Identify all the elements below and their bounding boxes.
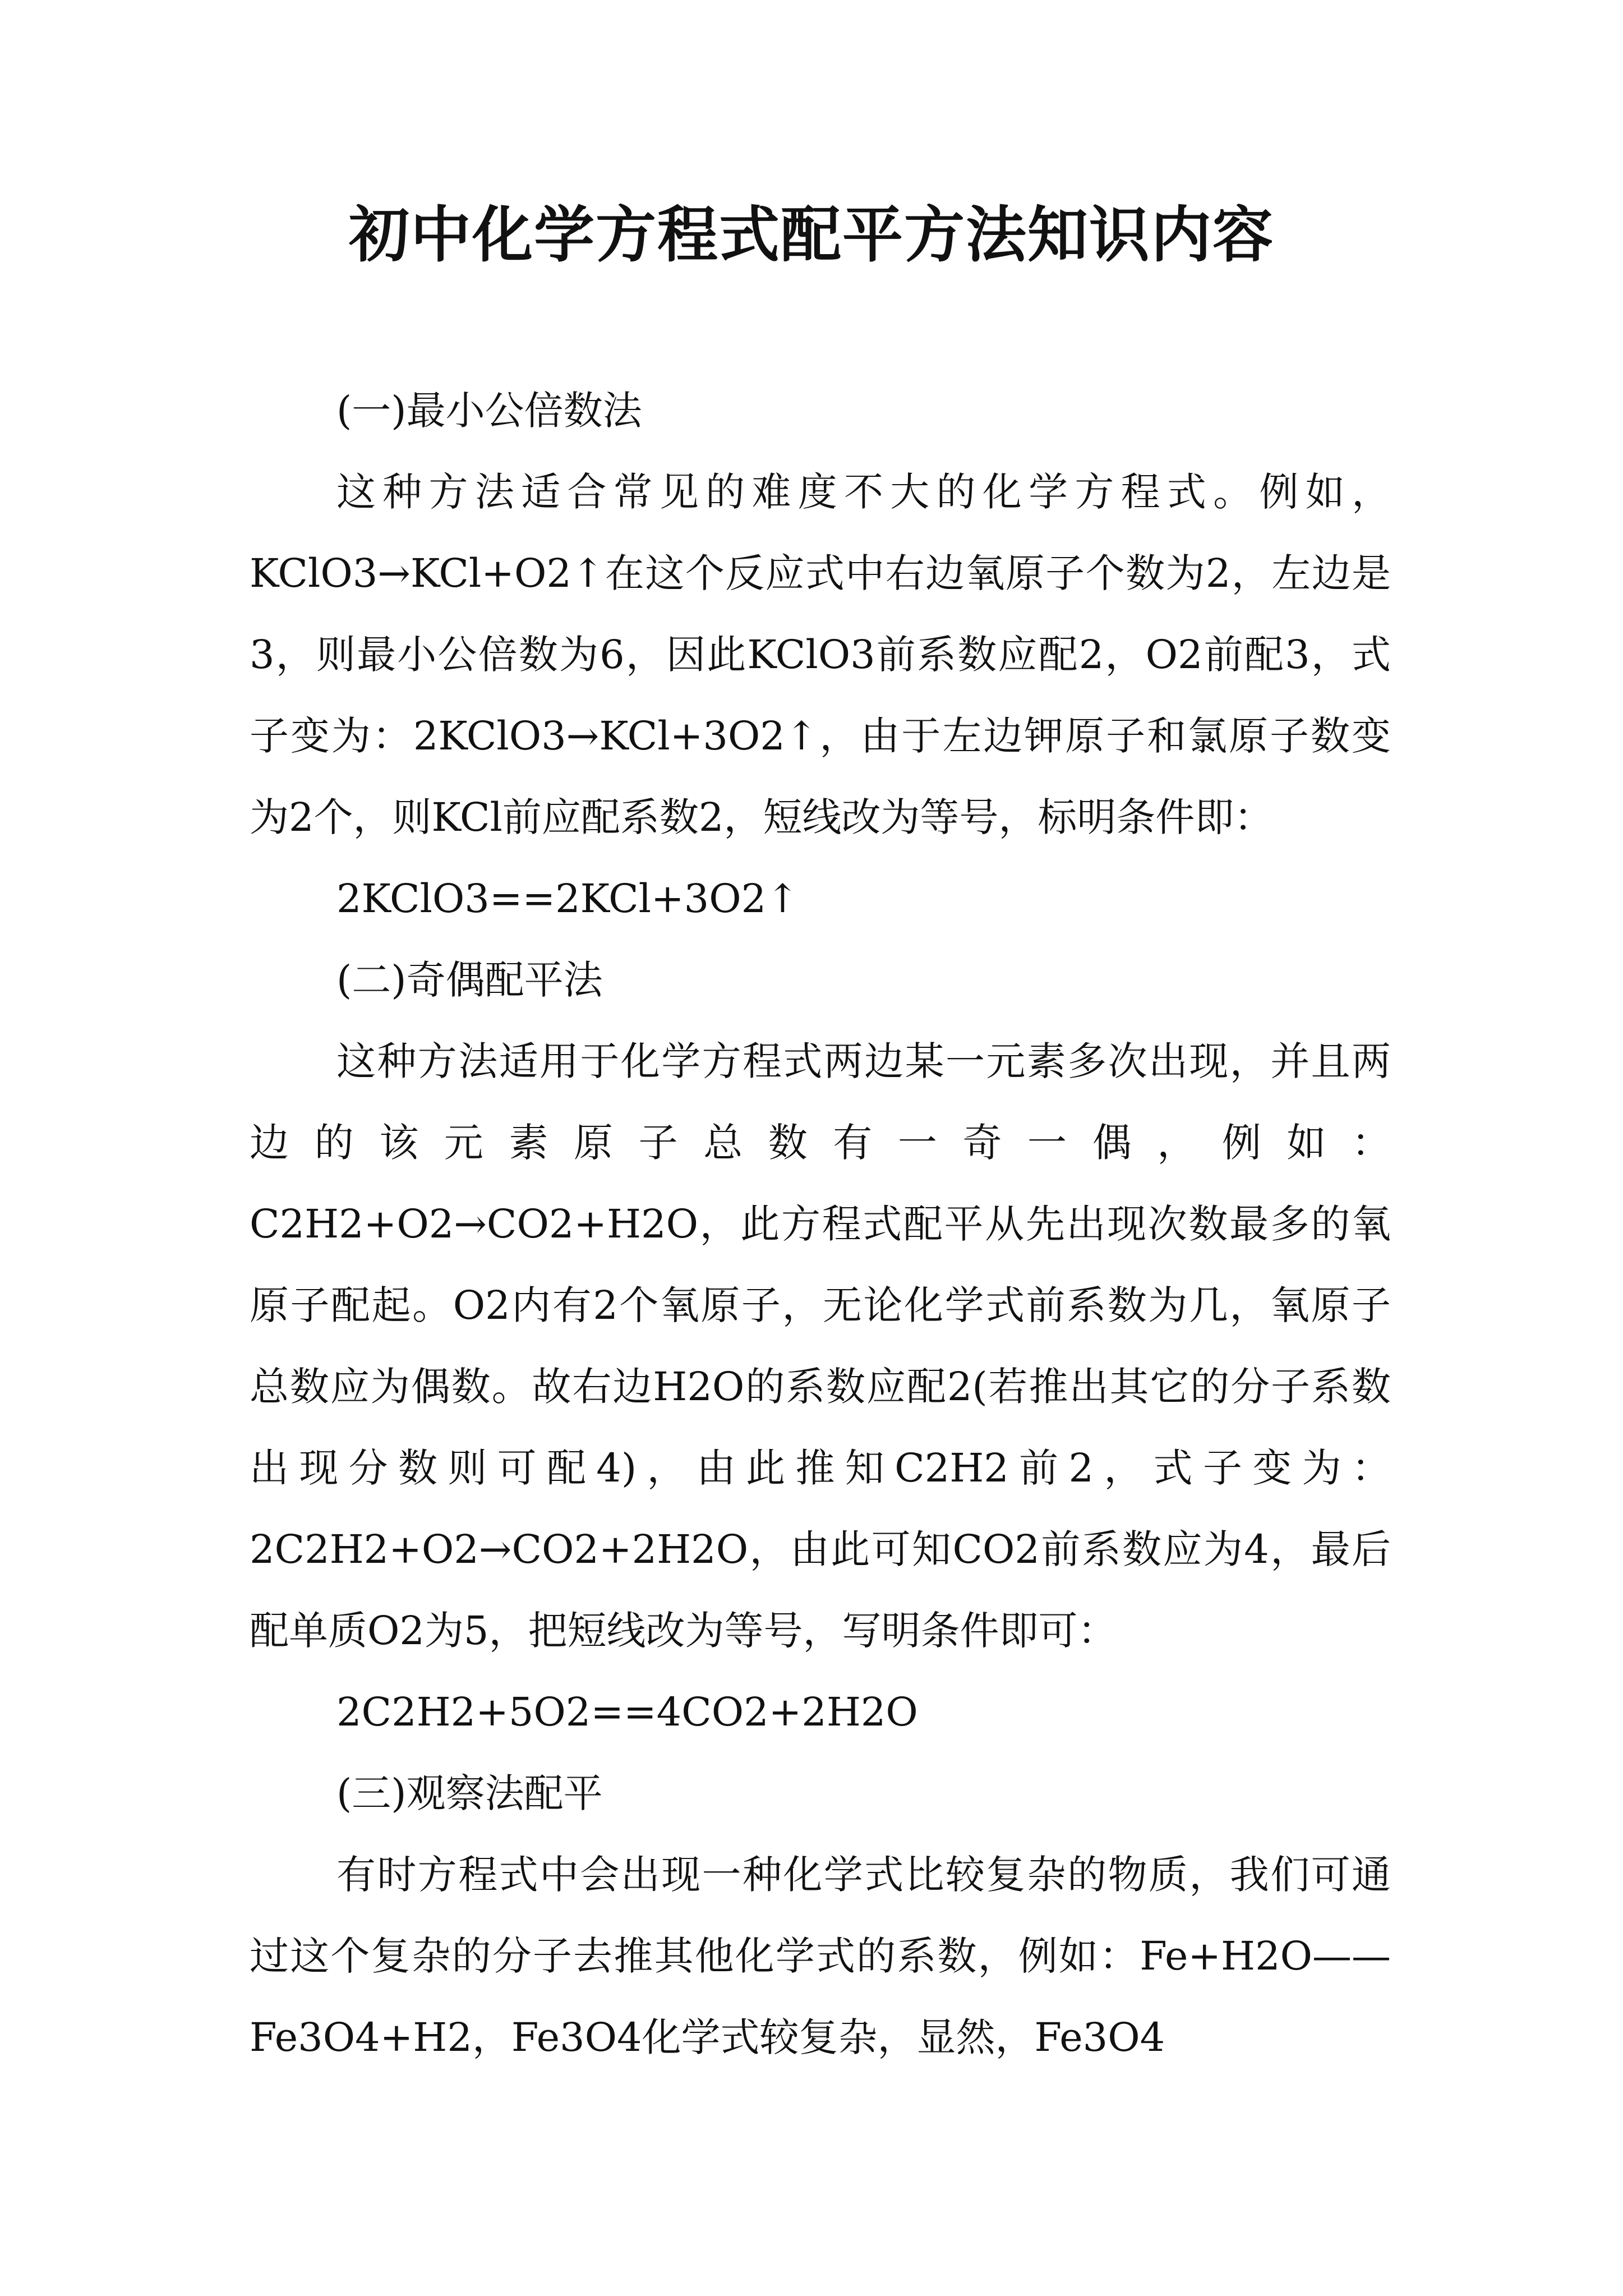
paragraph-observation-explanation: 有时方程式中会出现一种化学式比较复杂的物质，我们可通过这个复杂的分子去推其他化学式的系数，例如：Fe+H2O——Fe3O4+H2，Fe3O4化学式较复杂，显然，Fe3O4: [250, 1852, 1391, 2060]
section-heading-odd-even-method: (二)奇偶配平法: [336, 957, 603, 1003]
document-body: [250, 370, 1391, 2078]
section-heading-observation-method: (三)观察法配平: [336, 1770, 603, 1816]
document-title: 初中化学方程式配平方法知识内容: [348, 200, 1274, 270]
equation-c2h2: 2C2H2+5O2==4CO2+2H2O: [336, 1689, 918, 1735]
section-heading-lcm-method: (一)最小公倍数法: [336, 388, 642, 434]
paragraph-odd-even-explanation: 这种方法适用于化学方程式两边某一元素多次出现，并且两边的该元素原子总数有一奇一偶，例如：C2H2+O2→CO2+H2O，此方程式配平从先出现次数最多的氧原子配起。O2内有2个氧原子，无论化学式前系数为几，氧原子总数应为偶数。故右边H2O的系数应配2(若推出其它的分子系数出现分数则可配4)，由此推知C2H2前2，式子变为：2C2H2+O2→CO2+2H2O，由此可知CO2前系数应为4，最后配单质O2为5，把短线改为等号，写明条件即可：: [250, 1038, 1391, 1654]
paragraph-lcm-explanation: 这种方法适合常见的难度不大的化学方程式。例如，KClO3→KCl+O2↑在这个反应式中右边氧原子个数为2，左边是3，则最小公倍数为6，因此KClO3前系数应配2，O2前配3，式子变为：2KClO3→KCl+3O2↑，由于左边钾原子和氯原子数变为2个，则KCl前应配系数2，短线改为等号，标明条件即：: [250, 469, 1391, 840]
equation-kclo3: 2KClO3==2KCl+3O2↑: [336, 876, 799, 922]
